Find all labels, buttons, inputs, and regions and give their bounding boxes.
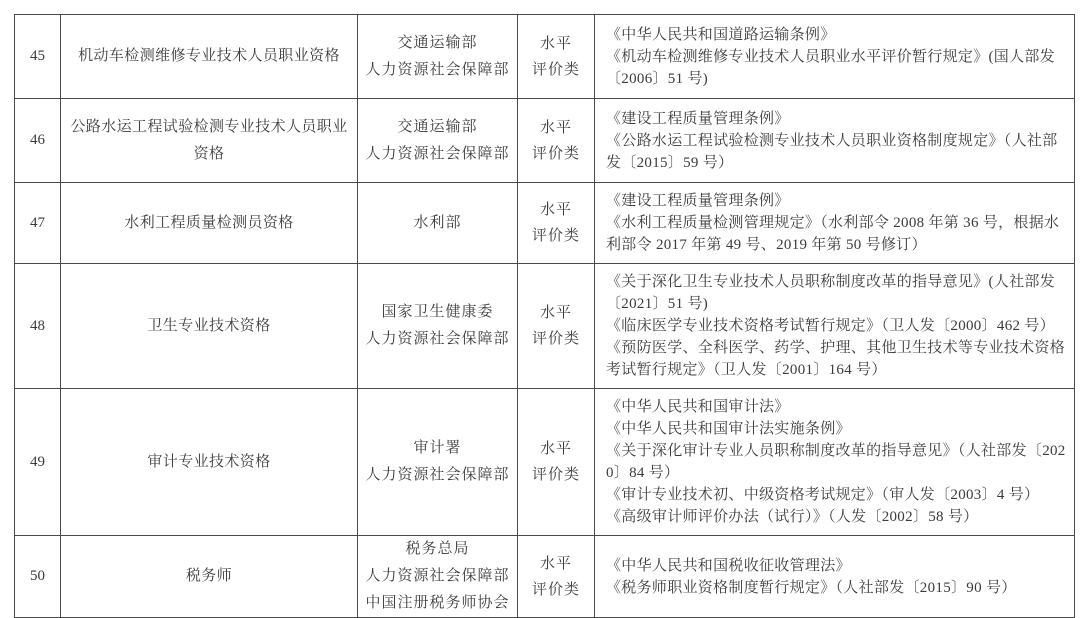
legal-basis-item: 《建设工程质量管理条例》 (606, 110, 790, 127)
department-line: 人力资源社会保障部 (365, 145, 510, 162)
table-row (15, 99, 1075, 183)
qualification-name-cell: 卫生专业技术资格 (61, 264, 358, 389)
legal-basis-item: 《关于深化审计专业人员职称制度改革的指导意见》（人社部发〔2020〕84 号） (606, 443, 1066, 481)
category-line: 评价类 (531, 467, 580, 483)
department-line: 人力资源社会保障部 (365, 467, 510, 483)
qualification-category-cell (518, 183, 595, 264)
category-line: 水平 (539, 119, 572, 136)
category-line: 水平 (539, 555, 572, 572)
row-number-cell: 49 (15, 389, 61, 536)
row-number-cell: 50 (15, 536, 61, 618)
table-row (15, 389, 1075, 536)
table-row (15, 15, 1075, 99)
qualification-category-cell (518, 15, 595, 99)
legal-basis-item: 《关于深化卫生专业技术人员职称制度改革的指导意见》(人社部发〔2021〕51 号) (606, 274, 1055, 312)
row-number-cell: 48 (15, 264, 61, 389)
legal-basis-item: 《临床医学专业技术资格考试暂行规定》（卫人发〔2000〕462 号） (606, 318, 1055, 334)
legal-basis-cell (595, 389, 1075, 536)
department-line: 水利部 (413, 214, 462, 231)
row-number-cell: 47 (15, 183, 61, 264)
implementing-department-cell (358, 389, 518, 536)
department-line: 人力资源社会保障部 (365, 61, 510, 78)
legal-basis-item: 《中华人民共和国审计法实施条例》 (606, 421, 851, 437)
qualification-category-cell (518, 389, 595, 536)
legal-basis-item: 《预防医学、全科医学、药学、护理、其他卫生技术等专业技术资格考试暂行规定》（卫人发〔2001〕164 号） (606, 340, 1066, 378)
department-line: 交通运输部 (397, 34, 478, 51)
category-line: 评价类 (531, 145, 580, 162)
legal-basis-item: 《中华人民共和国税收征收管理法》 (606, 557, 851, 574)
department-line: 审计署 (413, 440, 462, 456)
qualification-name-cell: 机动车检测维修专业技术人员职业资格 (61, 15, 358, 99)
legal-basis-cell (595, 99, 1075, 183)
row-number-cell: 46 (15, 99, 61, 183)
qualification-category-cell (518, 99, 595, 183)
category-line: 水平 (539, 202, 572, 218)
implementing-department-cell (358, 536, 518, 618)
table-row (15, 183, 1075, 264)
table-row (15, 264, 1075, 389)
implementing-department-cell (358, 15, 518, 99)
row-number-cell: 45 (15, 15, 61, 99)
category-line: 评价类 (531, 61, 580, 78)
qualification-category-cell (518, 536, 595, 618)
qualification-category-cell (518, 264, 595, 389)
legal-basis-item: 《审计专业技术初、中级资格考试规定》（审人发〔2003〕4 号） (606, 487, 1040, 503)
qualification-name-cell: 公路水运工程试验检测专业技术人员职业资格 (61, 99, 358, 183)
department-line: 税务总局 (405, 541, 470, 557)
professional-qualifications-table (14, 14, 1075, 618)
department-line: 人力资源社会保障部 (365, 331, 510, 347)
category-line: 水平 (539, 441, 572, 457)
legal-basis-item: 《中华人民共和国道路运输条例》 (606, 26, 836, 43)
legal-basis-item: 《建设工程质量管理条例》 (606, 193, 790, 209)
implementing-department-cell (358, 99, 518, 183)
legal-basis-item: 《税务师职业资格制度暂行规定》（人社部发〔2015〕90 号） (606, 579, 1017, 596)
legal-basis-item: 《高级审计师评价办法（试行）》（人发〔2002〕58 号） (606, 509, 979, 525)
legal-basis-cell (595, 15, 1075, 99)
category-line: 评价类 (531, 581, 580, 598)
category-line: 水平 (539, 305, 572, 321)
category-line: 评价类 (531, 331, 580, 347)
legal-basis-cell (595, 183, 1075, 264)
category-line: 评价类 (531, 228, 580, 244)
qualification-name-cell: 税务师 (61, 536, 358, 618)
implementing-department-cell (358, 183, 518, 264)
legal-basis-item: 《公路水运工程试验检测专业技术人员职业资格制度规定》（人社部发〔2015〕59 号） (606, 132, 1058, 171)
legal-basis-item: 《水利工程质量检测管理规定》（水利部令 2008 年第 36 号，根据水利部令 2017 年第 49 号、2019 年第 50 号修订） (606, 215, 1060, 253)
qualification-name-cell: 水利工程质量检测员资格 (61, 183, 358, 264)
legal-basis-item: 《机动车检测维修专业技术人员职业水平评价暂行规定》(国人部发〔2006〕51 号) (606, 48, 1055, 87)
table-row (15, 536, 1075, 618)
legal-basis-cell (595, 536, 1075, 618)
department-line: 中国注册税务师协会 (365, 595, 510, 611)
department-line: 交通运输部 (397, 118, 478, 135)
legal-basis-cell (595, 264, 1075, 389)
department-line: 人力资源社会保障部 (365, 568, 510, 584)
category-line: 水平 (539, 35, 572, 52)
legal-basis-item: 《中华人民共和国审计法》 (606, 399, 790, 415)
implementing-department-cell (358, 264, 518, 389)
qualification-name-cell: 审计专业技术资格 (61, 389, 358, 536)
department-line: 国家卫生健康委 (381, 304, 494, 320)
